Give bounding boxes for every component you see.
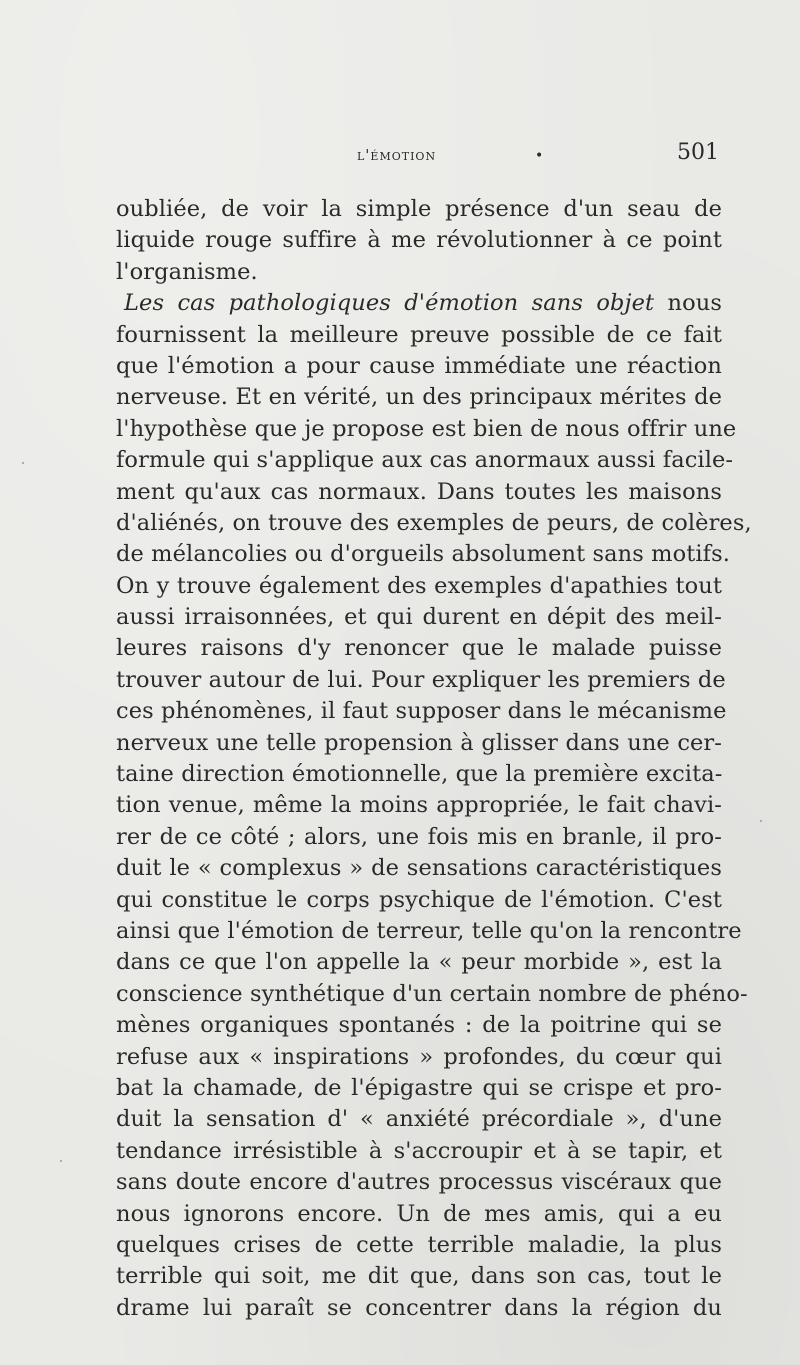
text-line: nerveuse. Et en vérité, un des principaux mérites de (116, 384, 722, 411)
running-head-title: l'émotion (357, 146, 437, 164)
text-line: formule qui s'applique aux cas anormaux aussi facile- (116, 447, 734, 474)
text-line: l'organisme. (116, 258, 258, 285)
paper-speck (60, 1160, 62, 1162)
text-line: liquide rouge suffire à me révolutionner à ce point (116, 227, 722, 254)
text-line: sans doute encore d'autres processus viscéraux que (116, 1169, 722, 1196)
text-line: nous ignorons encore. Un de mes amis, qui a eu (116, 1200, 722, 1227)
text-line: terrible qui soit, me dit que, dans son cas, tout le (116, 1263, 722, 1290)
text-line: ainsi que l'émotion de terreur, telle qu'on la rencontre (116, 917, 742, 944)
paper-speck (760, 820, 762, 822)
text-line: aussi irraisonnées, et qui durent en dépit des meil- (116, 604, 722, 631)
text-line: rer de ce côté ; alors, une fois mis en branle, il pro- (116, 823, 722, 850)
running-head-dot: • (535, 148, 544, 164)
text-line: ment qu'aux cas normaux. Dans toutes les maisons (116, 478, 722, 505)
running-head (117, 140, 723, 170)
text-line: On y trouve également des exemples d'apathies tout (116, 572, 722, 599)
text-line: ces phénomènes, il faut supposer dans le mécanisme (116, 698, 727, 725)
page-number: 501 (677, 140, 719, 165)
text-line: que l'émotion a pour cause immédiate une réaction (116, 352, 722, 379)
text-line: de mélancolies ou d'orgueils absolument sans motifs. (116, 541, 730, 568)
text-line: mènes organiques spontanés : de la poitrine qui se (116, 1012, 722, 1039)
text-line: refuse aux « inspirations » profondes, du cœur qui (116, 1043, 722, 1070)
text-line: dans ce que l'on appelle la « peur morbide », est la (116, 949, 722, 976)
text-line: bat la chamade, de l'épigastre qui se crispe et pro- (116, 1074, 722, 1101)
text-line: d'aliénés, on trouve des exemples de peurs, de colères, (116, 509, 752, 536)
text-line: conscience synthétique d'un certain nombre de phéno- (116, 980, 748, 1007)
text-line: fournissent la meilleure preuve possible de ce fait (116, 321, 722, 348)
text-line: nerveux une telle propension à glisser dans une cer- (116, 729, 722, 756)
text-line: taine direction émotionnelle, que la première excita- (116, 761, 723, 788)
text-line: oubliée, de voir la simple présence d'un seau de (116, 196, 722, 222)
text-line: qui constitue le corps psychique de l'émotion. C'est (116, 886, 722, 913)
text-line-paragraph-start (116, 288, 722, 319)
paper-speck (22, 462, 24, 464)
text-line: tendance irrésistible à s'accroupir et à se tapir, et (116, 1137, 722, 1164)
text-line: quelques crises de cette terrible maladie, la plus (116, 1231, 722, 1258)
text-line: tion venue, même la moins appropriée, le fait chavi- (116, 792, 722, 819)
text-line: leures raisons d'y renoncer que le malade puisse (116, 635, 722, 662)
text-line: l'hypothèse que je propose est bien de nous offrir une (116, 415, 737, 442)
text-line: drame lui paraît se concentrer dans la région du (116, 1294, 722, 1321)
text-line-tail: nous (667, 290, 722, 317)
text-line: duit le « complexus » de sensations caractéristiques (116, 855, 722, 882)
italic-phrase: Les cas pathologiques d'émotion sans objet (124, 290, 655, 317)
text-line: trouver autour de lui. Pour expliquer les premiers de (116, 666, 726, 693)
text-line: duit la sensation d' « anxiété précordiale », d'une (116, 1106, 722, 1133)
body-text (116, 194, 752, 1324)
